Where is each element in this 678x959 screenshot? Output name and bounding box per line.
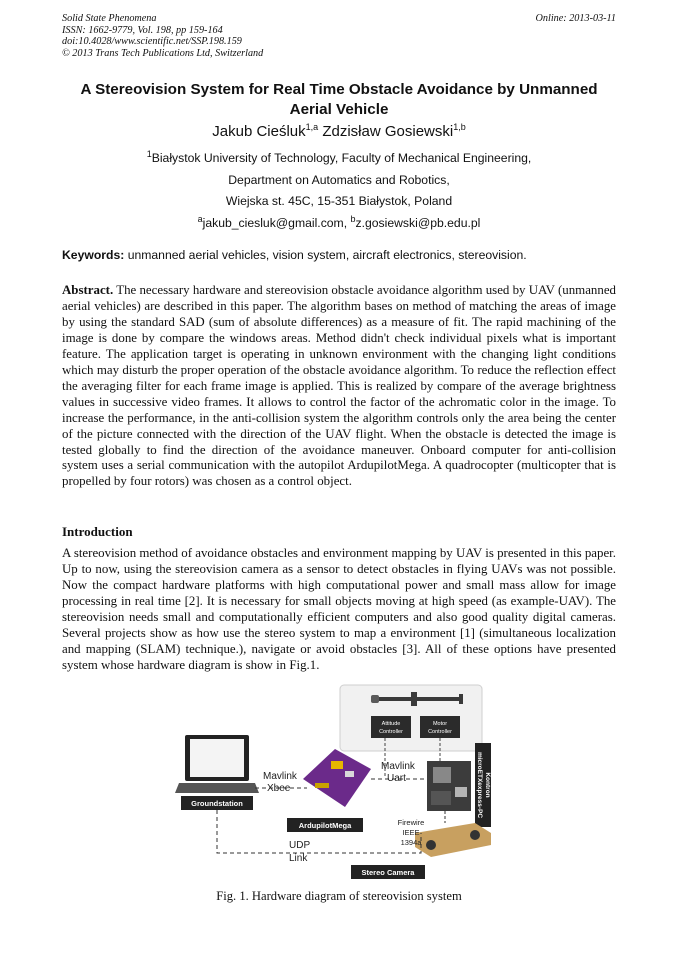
- affiliation-line-2: Department on Automatics and Robotics,: [228, 172, 450, 187]
- author-2-sup: 1,b: [453, 122, 466, 132]
- label-mavlink-uart-2: Uart: [387, 773, 406, 784]
- label-link: Link: [289, 853, 308, 864]
- abstract-text: The necessary hardware and stereovision obstacle avoidance algorithm used by UAV (unmanned aerial vehicles) are described in this paper. The algorithm bases on method of matching the areas of image by using the standard SAD (sum of absolute differences) as a measure of fit. The rapid machining of the image is done by compare the windows areas. Method didn't check individual pixels what is important feature. The application target is operating in unknown environment with the changing light conditions which may disturb the proper operation of the obstacle avoidance algorithm. To reduce the reflection effect the averaging filter for each frame image is applied. This is realized by compare of the average brightness values in successive video frames. It allows to control the factor of the achromatic color in the image. To increase the performance, in the anti-collision system the algorithm controls only the area being the center of the picture connected with the direction of the UAV flight. When the obstacle is detected the image is tested globally to find the direction of the avoidance maneuver. Onboard computer for anti-collision system uses a serial communication with the autopilot ArdupilotMega. A quadrocopter (multicopter that is propelled by four rotors) was chosen as a control object.: [62, 283, 616, 489]
- introduction-heading: Introduction: [62, 524, 133, 539]
- kontron-label: KontronmicroETXexpress-PC: [476, 751, 491, 819]
- paper-title: A Stereovision System for Real Time Obstacle Avoidance by Unmanned Aerial Vehicle: [80, 81, 598, 118]
- label-udp: UDP: [289, 840, 311, 851]
- affiliation-sup: 1: [146, 148, 152, 159]
- svg-text:Controller: Controller: [379, 729, 403, 735]
- header-doi: doi:10.4028/www.scientific.net/SSP.198.159: [62, 36, 242, 48]
- keywords-text: unmanned aerial vehicles, vision system, aircraft electronics, stereovision.: [124, 248, 527, 262]
- affiliation-line-3: Wiejska st. 45C, 15-351 Białystok, Poland: [225, 194, 453, 208]
- label-firewire-1: Firewire: [397, 818, 425, 827]
- stereo-camera-label: Stereo Camera: [361, 868, 415, 877]
- label-firewire-3: 1394a: [400, 838, 422, 847]
- introduction-text: A stereovision method of avoidance obstacles and environment mapping by UAV is presented in this paper. Up to now, using the stereovision camera as a sensor to detect obstacles in flying UAVs was not possible. Now the compact hardware platforms with high computational power and small mass allow for image processing in real time [2]. It is necessary for small objects moving at high speed (as example-UAV). The stereovision needs small and computationally efficient computers and also good quality digital cameras. Several projects show as how use the stereo system to map a environment [1] (simultaneous localization and mapping (SLAM) technique.), navigate or avoid obstacles [3]. All of these options have presented system whose hardware diagram is show in Fig.1.: [62, 546, 616, 672]
- author-2: Zdzisław Gosiewski: [318, 123, 454, 140]
- affiliation: [62, 148, 616, 234]
- label-firewire-2: IEEE: [402, 828, 420, 837]
- header-issn: ISSN: 1662-9779, Vol. 198, pp 159-164: [62, 24, 223, 36]
- abstract: [62, 283, 616, 490]
- kontron-board-icon: [427, 761, 471, 811]
- affiliation-line-1: Białystok University of Technology, Faculty of Mechanical Engineering,: [151, 151, 532, 165]
- ardupilot-board-icon: [303, 749, 371, 807]
- abstract-label: Abstract.: [62, 283, 114, 297]
- header-copyright: © 2013 Trans Tech Publications Ltd, Switzerland: [62, 47, 264, 59]
- stereo-camera-icon: [415, 823, 491, 857]
- hardware-diagram: [175, 683, 511, 883]
- groundstation-label: Groundstation: [191, 799, 243, 808]
- author-emails: $^a$jakub_ciesluk@gmail.com, $^b$z.gosiewski@pb.edu.pl: [197, 213, 481, 230]
- author-1: Jakub Cieśluk: [212, 123, 306, 140]
- email-b: z.gosiewski@pb.edu.pl: [355, 215, 481, 230]
- motor-controller-box: [420, 716, 460, 738]
- journal-header: [62, 13, 616, 59]
- svg-text:Controller: Controller: [428, 729, 452, 735]
- svg-text:Motor: Motor: [432, 721, 448, 727]
- label-mavlink-xbee-1: Mavlink: [263, 771, 297, 782]
- attitude-controller-box: [371, 716, 411, 738]
- keywords-label: Keywords:: [62, 248, 125, 262]
- figure-caption: Fig. 1. Hardware diagram of stereovision system: [216, 889, 462, 903]
- label-mavlink-xbee-2: Xbee: [267, 783, 291, 794]
- header-journal: Solid State Phenomena: [62, 13, 157, 24]
- authors-line: [62, 122, 616, 142]
- header-online-date: Online: 2013-03-11: [535, 13, 616, 24]
- keywords: [62, 248, 616, 263]
- author-1-sup: 1,a: [305, 122, 319, 132]
- groundstation-laptop-icon: [175, 735, 259, 793]
- svg-text:Attitude: Attitude: [381, 721, 401, 727]
- ardupilot-label: ArdupilotMega: [298, 821, 352, 830]
- email-a: jakub_ciesluk@gmail.com,: [202, 215, 351, 230]
- label-mavlink-uart-1: Mavlink: [381, 761, 415, 772]
